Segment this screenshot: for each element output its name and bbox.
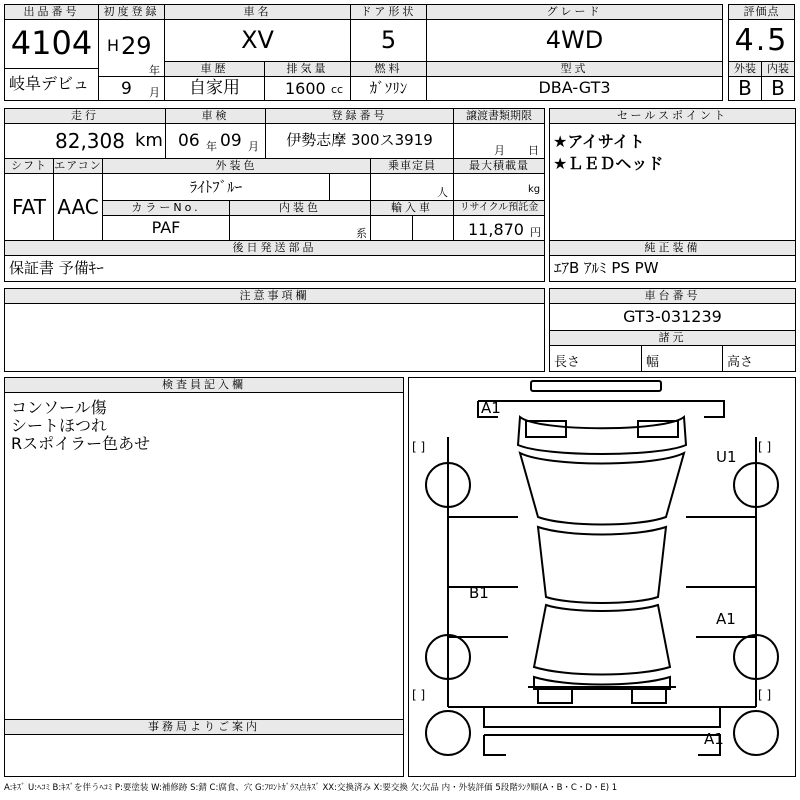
mark-front-left: A1	[481, 399, 501, 417]
auction-site: 岐阜デビュ	[4, 68, 99, 101]
capacity	[370, 173, 454, 201]
first-reg-label: 初度登録	[98, 4, 165, 20]
dim-width	[641, 345, 723, 372]
mileage-value: 82,308	[55, 129, 125, 153]
exterior-grade: B	[728, 76, 762, 101]
svg-text:[ ]: [ ]	[758, 440, 772, 454]
mark-right-front: U1	[716, 448, 737, 466]
first-reg-year	[98, 19, 165, 77]
displacement	[264, 76, 351, 101]
shift-label: シフト	[4, 158, 54, 174]
transfer-label: 譲渡書類期限	[453, 108, 545, 124]
exterior-label: 外装	[728, 61, 762, 77]
inspection-label: 車検	[165, 108, 266, 124]
rear-bumper	[484, 687, 720, 727]
insp-year: 06	[178, 131, 200, 151]
chassis-label: 車台番号	[549, 288, 796, 304]
inspector-line-2: シートほつれ	[11, 416, 108, 435]
fuel-label: 燃料	[350, 61, 427, 77]
mark-rear-bumper: A1	[704, 730, 724, 748]
dim-height	[722, 345, 796, 372]
doors-label: ドア形状	[350, 4, 427, 20]
fuel: ｶﾞｿﾘﾝ	[350, 76, 427, 101]
ext-color-label: 外装色	[102, 158, 371, 174]
equipment: ｴｱB ｱﾙﾐ PS PW	[549, 255, 796, 282]
displacement-label: 排気量	[264, 61, 351, 77]
notes-label: 注意事項欄	[4, 288, 545, 304]
max-load-label: 最大積載量	[453, 158, 545, 174]
notes-area	[4, 303, 545, 372]
capacity-label: 乗車定員	[370, 158, 454, 174]
roof	[538, 527, 666, 603]
mileage-unit: km	[135, 130, 163, 151]
legend: A:ｷｽﾞ U:ﾍｺﾐ B:ｷｽﾞを伴うﾍｺﾐ P:要塗装 W:補修跡 S:錆 C:腐食、穴 G:ﾌﾛﾝﾄｶﾞﾗｽ点ｷｽﾞ XX:交換済み X:要交換 欠:欠品 内・外装評価 5段階ﾗﾝｸ順(A・B・C・D・E) 1	[4, 783, 618, 793]
svg-text:[ ]: [ ]	[412, 688, 426, 702]
tail-right	[632, 689, 666, 703]
recycle-unit: 円	[530, 226, 541, 239]
inspector-area	[4, 392, 404, 720]
history: 自家用	[164, 76, 265, 101]
score: 4.5	[728, 19, 795, 62]
headlight-right	[638, 421, 678, 437]
transfer-month-unit: 月	[494, 144, 505, 157]
svg-text:[ ]: [ ]	[758, 688, 772, 702]
reg-month: 9	[121, 79, 132, 99]
left-body	[448, 437, 518, 707]
import-label: 輸入車	[370, 200, 454, 216]
insp-year-unit: 年	[206, 140, 217, 153]
spare-right	[734, 711, 778, 755]
reg-year: 29	[121, 32, 152, 60]
transfer	[453, 123, 545, 159]
model-label: 型式	[426, 61, 723, 77]
later-parts: 保証書 予備ｷｰ	[4, 255, 545, 282]
year-unit: 年	[149, 64, 160, 77]
svg-text:[ ]: [ ]	[412, 440, 426, 454]
plate-label: 登録番号	[265, 108, 454, 124]
sales-points-label: セールスポイント	[549, 108, 796, 124]
dim-length-label: 長さ	[554, 355, 581, 370]
sales-point-2: ★ＬＥＤヘッド	[553, 154, 664, 173]
car-name: XV	[164, 19, 351, 62]
lot-label: 出品番号	[4, 4, 99, 20]
recycle	[453, 215, 545, 241]
sales-points	[549, 123, 796, 241]
color-no: PAF	[102, 215, 230, 241]
spare-left	[426, 711, 470, 755]
int-color-unit: 系	[356, 227, 367, 240]
grade-label: グレード	[426, 4, 723, 20]
score-label: 評価点	[728, 4, 795, 20]
color-no-label: カラーNo.	[102, 200, 230, 216]
month-unit: 月	[149, 86, 160, 99]
dim-length	[549, 345, 642, 372]
import-a	[370, 215, 413, 241]
car-name-label: 車名	[164, 4, 351, 20]
plate: 伊勢志摩 300ス3919	[265, 123, 454, 159]
ext-color: ﾗｲﾄﾌﾞﾙｰ	[102, 173, 330, 201]
ac-label: エアコン	[54, 159, 102, 172]
lot-number: 4104	[4, 19, 99, 69]
int-color-label: 内装色	[229, 200, 371, 216]
hood	[518, 417, 686, 454]
mileage-label: 走行	[4, 108, 166, 124]
sales-point-1: ★アイサイト	[553, 132, 645, 151]
later-parts-label: 後日発送部品	[4, 240, 545, 256]
max-load-unit: kg	[528, 184, 541, 195]
int-color	[229, 215, 371, 241]
import-b	[412, 215, 454, 241]
mark-right-rear: A1	[716, 610, 736, 628]
inspection	[165, 123, 266, 159]
ac: AAC	[53, 173, 103, 241]
interior-grade: B	[761, 76, 795, 101]
chassis: GT3-031239	[549, 303, 796, 331]
front-outline	[478, 401, 724, 417]
tail-left	[538, 689, 572, 703]
equipment-label: 純正装備	[549, 240, 796, 256]
model: DBA-GT3	[426, 76, 723, 101]
insp-month: 09	[220, 131, 242, 151]
right-body	[686, 437, 756, 707]
insp-month-unit: 月	[248, 140, 259, 153]
rear-window	[534, 605, 670, 675]
recycle-label: リサイクル預託金	[453, 200, 545, 216]
max-load	[453, 173, 545, 201]
era-prefix: H	[107, 36, 120, 55]
inspector-line-3: Rスポイラー色あせ	[11, 434, 151, 453]
dim-width-label: 幅	[646, 355, 660, 370]
displacement-value: 1600	[285, 79, 326, 98]
front-bumper-top	[531, 381, 661, 391]
doors: 5	[350, 19, 427, 62]
office-area	[4, 734, 404, 777]
rear-section	[484, 735, 720, 755]
recycle-fee: 11,870	[468, 220, 524, 239]
first-reg-month	[98, 76, 165, 101]
office-label: 事務局よりご案内	[4, 719, 404, 735]
car-diagram	[408, 377, 796, 777]
capacity-unit: 人	[437, 186, 448, 199]
grade: 4WD	[426, 19, 723, 62]
headlight-left	[526, 421, 566, 437]
mark-left-rear-door: B1	[469, 584, 489, 602]
shift: FAT	[4, 173, 54, 241]
ext-color-extra	[329, 173, 371, 201]
dimensions-label: 諸元	[549, 330, 796, 346]
transfer-day-unit: 日	[528, 144, 539, 157]
displacement-unit: cc	[331, 83, 344, 96]
interior-label: 内装	[761, 61, 795, 77]
dim-height-label: 高さ	[727, 355, 754, 370]
windshield	[520, 453, 684, 525]
inspector-label: 検査員記入欄	[4, 377, 404, 393]
history-label: 車歴	[164, 61, 265, 77]
mileage	[4, 123, 166, 159]
inspector-line-1: コンソール傷	[11, 398, 107, 417]
